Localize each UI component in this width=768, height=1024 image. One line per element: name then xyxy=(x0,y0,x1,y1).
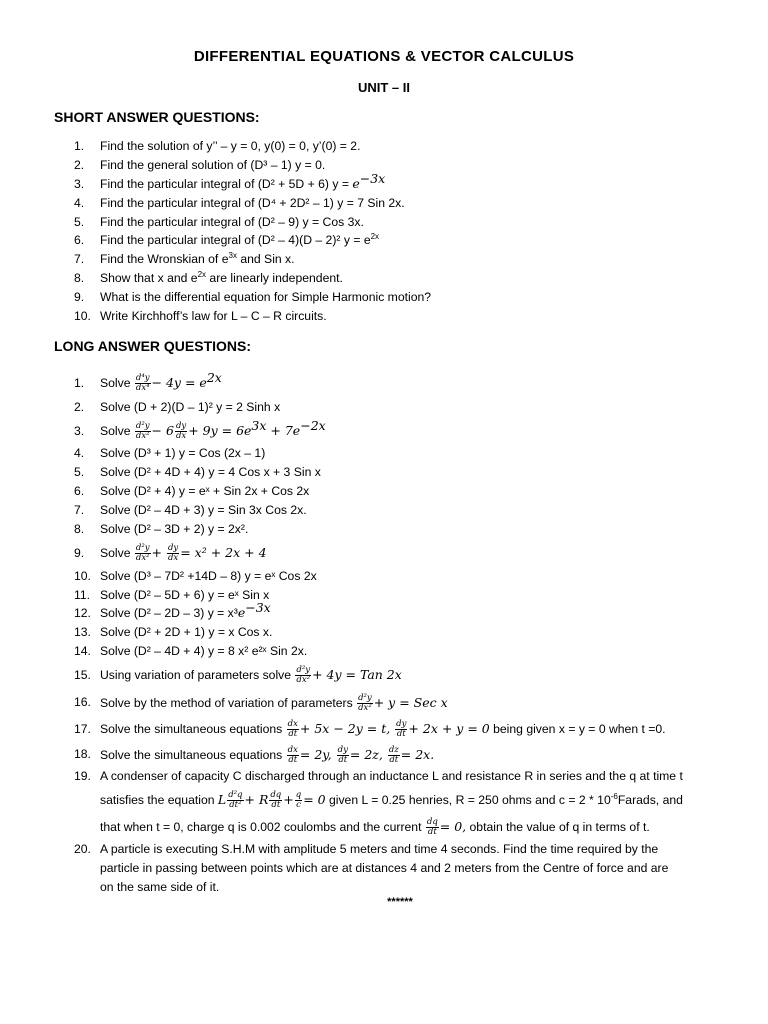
fraction: $\frac{dq}{dt}$ xyxy=(270,790,282,811)
long-answer-heading: LONG ANSWER QUESTIONS: xyxy=(54,338,252,354)
list-item: 5. Find the particular integral of (D² – 9) y = Cos 3x. xyxy=(74,214,364,229)
list-item: 9. Solve $\frac{\text{d²y}}{\text{dx²}}$ + $\frac{dy}{dx}$ = x² + 2x + 4 xyxy=(74,543,267,564)
fraction: $\frac{dx}{dt}$ xyxy=(287,719,298,740)
list-item: 6. Solve (D² + 4) y = eˣ + Sin 2x + Cos 2x xyxy=(74,484,310,498)
list-item: 20. A particle is executing S.H.M with amplitude 5 meters and time 4 seconds. Find the time required by the particle in passing between points which are at distances 4 and 2 meters from the Centre of force and are on the same side of it. xyxy=(74,842,669,894)
fraction: $\frac{dz}{dt}$ xyxy=(388,745,399,766)
fraction: $\frac{\text{d²y}}{\text{dx²}}$ xyxy=(135,543,150,564)
list-item: 13. Solve (D² + 2D + 1) y = x Cos x. xyxy=(74,624,273,639)
fraction: $\frac{\text{d²y}}{\text{dx²}}$ xyxy=(135,421,150,442)
short-answer-list xyxy=(74,137,734,326)
fraction: $\frac{dy}{dt}$ xyxy=(337,745,348,766)
list-item: 18. Solve the simultaneous equations $\frac{dx}{dt}$ = 2y, $\frac{dy}{dt}$ = 2z, $\frac{dz}{dt}$ = 2x. xyxy=(74,745,435,766)
list-item: 8. Show that x and $e^{2x}$ are linearly independent. xyxy=(74,270,343,286)
list-item: 15. Using variation of parameters solve $\frac{\text{d²y}}{\text{dx²}}$ + 4y = Tan 2x xyxy=(74,665,402,686)
list-item: 2. Solve (D + 2)(D – 1)² y = 2 Sinh x xyxy=(74,400,281,414)
document-title: DIFFERENTIAL EQUATIONS & VECTOR CALCULUS xyxy=(193,48,575,65)
fraction: $\frac{q}{c}$ xyxy=(295,790,302,811)
fraction: $\frac{dy}{dt}$ xyxy=(396,719,407,740)
list-item: 6. Find the particular integral of (D² – 4)(D – 2)² $y = e^{2x}$ xyxy=(74,232,380,248)
list-item: 3. Solve $\frac{\text{d²y}}{\text{dx²}}$ − 6 $\frac{dy}{dx}$ + $9y = 6e^{3x} + 7e^{-2x}$ xyxy=(74,418,326,442)
end-mark: ****** xyxy=(387,896,413,908)
fraction: $\frac{\text{d²q}}{\text{dt²}}$ xyxy=(228,790,243,811)
list-item: 4. Find the particular integral of (D⁴ + 2D² – 1) y = 7 Sin 2x. xyxy=(74,195,405,210)
list-item: 19. A condenser of capacity C discharged through an inductance L and resistance R in series and the q at time t satisfies the equation L $\frac{\text{d²q}}{\text{dt²}}$ + R $\frac{dq}{dt}$ + $\frac{q}{c}$ = 0 given L = 0.25 henries, R = 250 ohms and $c = 2 * 10^{-6}Farads$, and that when t = 0, charge q is 0.002 coulombs and the current $\frac{dq}{dt}$ = 0, obtain the value of q in terms of t. xyxy=(74,769,683,838)
list-item: 7. Solve (D² – 4D + 3) y = Sin 3x Cos 2x. xyxy=(74,503,307,517)
list-item: 12. Solve (D² – 2D – 3) $y = x^3e^{-3x}$ xyxy=(74,600,271,620)
fraction: $\frac{\text{d²y}}{\text{dx²}}$ xyxy=(358,693,372,714)
unit-label: UNIT – II xyxy=(357,80,410,95)
list-item: 1. Find the solution of y’’ – y = 0, y(0) = 0, y’(0) = 2. xyxy=(74,139,361,153)
fraction: $\frac{dx}{dt}$ xyxy=(287,745,298,766)
fraction: $\frac{dq}{dt}$ xyxy=(426,817,438,838)
list-item: 17. Solve the simultaneous equations $\frac{dx}{dt}$ + 5x − 2y = t, $\frac{dy}{dt}$ + 2x + y = 0 being given x = y = 0 when t =0. xyxy=(74,719,666,740)
fraction: $\frac{dy}{dx}$ xyxy=(175,421,187,442)
list-item: 1. Solve $\frac{\text{d⁴y}}{\text{dx⁴}}$ − $4y = e^{2x}$ xyxy=(74,370,222,394)
list-item: 10. Write Kirchhoff’s law for L – C – R circuits. xyxy=(74,309,327,324)
list-item: 7. Find the Wronskian of $e^{3x}$ and Sin x. xyxy=(74,251,295,267)
fraction: $\frac{\text{d²y}}{\text{dx²}}$ xyxy=(296,665,311,686)
list-item: 14. Solve (D² – 4D + 4) y = 8 x² e²ˣ Sin 2x. xyxy=(74,644,308,658)
list-item: 8. Solve (D² – 3D + 2) y = 2x². xyxy=(74,522,249,536)
list-item: 16. Solve by the method of variation of parameters $\frac{\text{d²y}}{\text{dx²}}$ + y = Sec x xyxy=(74,693,448,714)
short-answer-heading: SHORT ANSWER QUESTIONS: xyxy=(54,109,260,125)
list-item: 5. Solve (D² + 4D + 4) y = 4 Cos x + 3 Sin x xyxy=(74,465,321,479)
fraction: $\frac{dy}{dx}$ xyxy=(167,543,179,564)
list-item: 4. Solve (D³ + 1) y = Cos (2x – 1) xyxy=(74,446,266,460)
long-answer-list xyxy=(74,370,734,897)
list-item: 3. Find the particular integral of (D² + 5D + 6) $y = e^{-3x}$ xyxy=(74,170,386,191)
list-item: 10. Solve (D³ – 7D² +14D – 8) y = eˣ Cos 2x xyxy=(74,569,317,583)
list-item: 9. What is the differential equation for Simple Harmonic motion? xyxy=(74,290,432,305)
list-item: 11. Solve (D² – 5D + 6) y = eˣ Sin x xyxy=(74,587,270,602)
list-item: 2. Find the general solution of (D³ – 1) y = 0. xyxy=(74,157,326,172)
fraction: $\frac{\text{d⁴y}}{\text{dx⁴}}$ xyxy=(135,373,150,394)
